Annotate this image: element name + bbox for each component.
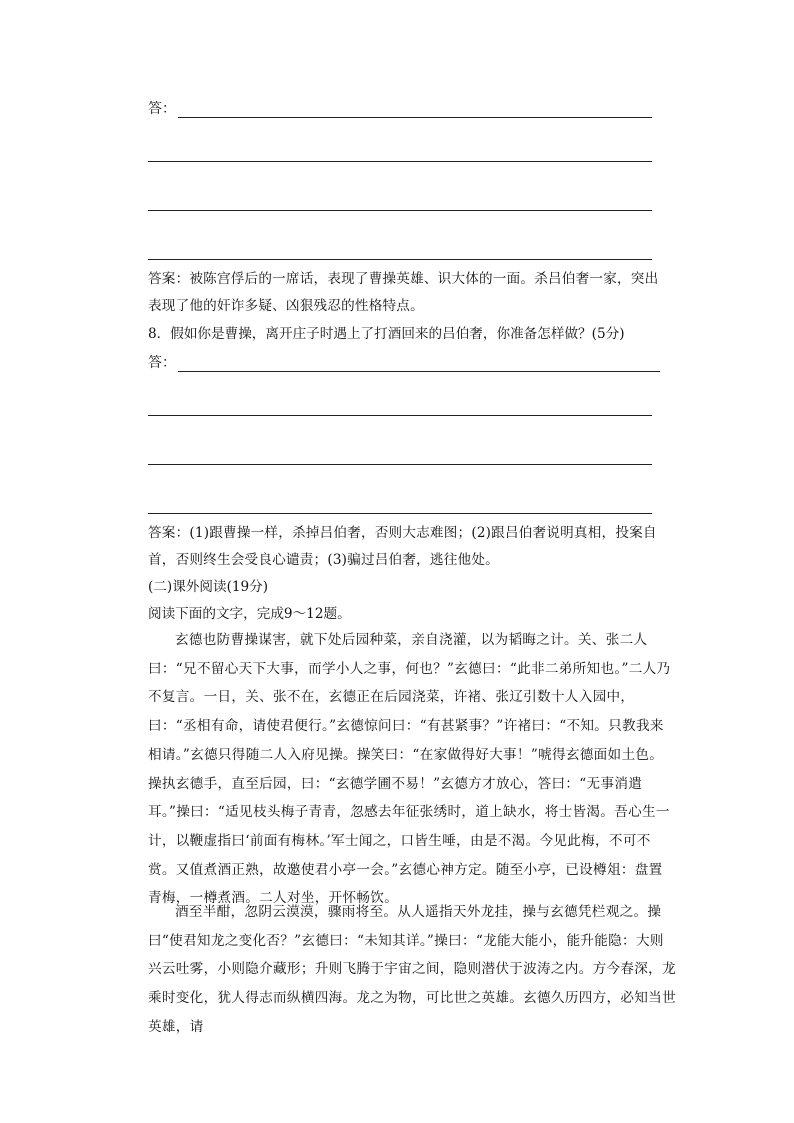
q7-answer-text: 答案：被陈宫俘后的一席话，表现了曹操英雄、识大体的一面。杀吕伯奢一家，突出表现了他的奸诈多疑、凶狠残忍的性格特点。: [148, 271, 659, 314]
q7-answer-label: 答：: [148, 101, 176, 117]
q8-answer-line-1[interactable]: [178, 353, 660, 372]
q8-question: 8．假如你是曹操，离开庄子时遇上了打酒回来的吕伯奢，你准备怎样做？(5分): [148, 326, 625, 342]
passage-paragraph-2: 酒至半酣，忽阴云漠漠，骤雨将至。从人遥指天外龙挂，操与玄德凭栏观之。操曰“使君知龙之变化否？”玄德曰：“未知其详。”操曰：“龙能大能小，能升能隐：大则兴云吐雾，小则隐介藏形；升则飞腾于宇宙之间，隐则潜伏于波涛之内。方今春深，龙乘时变化，犹人得志而纵横四海。龙之为物，可比世之英雄。玄德久历四方，必知当世英雄，请: [148, 904, 676, 1035]
q8-answer-line-2[interactable]: [148, 415, 652, 416]
q7-answer-line-2[interactable]: [148, 161, 652, 162]
q7-answer-line-3[interactable]: [148, 210, 652, 211]
q8-answer-line-4[interactable]: [148, 513, 652, 514]
q8-answer-row[interactable]: [148, 348, 660, 372]
section-heading: (二)课外阅读(19分): [148, 579, 269, 595]
q8-answer-line-3[interactable]: [148, 464, 652, 465]
q7-answer-line-4[interactable]: [148, 259, 652, 260]
section-instruction: 阅读下面的文字，完成9～12题。: [148, 606, 351, 622]
q8-answer-label: 答：: [148, 355, 176, 371]
q7-answer-row[interactable]: [148, 94, 652, 118]
passage-paragraph-1: 玄德也防曹操谋害，就下处后园种菜，亲自浇灌，以为韬晦之计。关、张二人曰：“兄不留心天下大事，而学小人之事，何也？”玄德曰：“此非二弟所知也。”二人乃不复言。一日，关、张不在，玄德正在后园浇菜，许褚、张辽引数十人入园中，曰：“丞相有命，请使君便行。”玄德惊问曰：“有甚紧事？”许褚曰：“不知。只教我来相请。”玄德只得随二人入府见操。操笑曰：“在家做得好大事！”唬得玄德面如土色。操执玄德手，直至后园，曰：“玄德学圃不易！”玄德方才放心，答曰：“无事消遣耳。”操曰：“适见枝头梅子青青，忽感去年征张绣时，道上缺水，将士皆渴。吾心生一计，以鞭虚指曰‘前面有梅林。’军士闻之，口皆生唾，由是不渴。今见此梅，不可不赏。又值煮酒正熟，故邀使君小亭一会。”玄德心神方定。随至小亭，已设樽俎：盘置青梅，一樽煮酒。二人对坐，开怀畅饮。: [148, 632, 671, 907]
q8-answer-text: 答案：(1)跟曹操一样，杀掉吕伯奢，否则大志难图；(2)跟吕伯奢说明真相，投案自首，否则终生会受良心谴责；(3)骗过吕伯奢，逃往他处。: [148, 525, 657, 568]
q7-answer-line-1[interactable]: [178, 99, 652, 118]
